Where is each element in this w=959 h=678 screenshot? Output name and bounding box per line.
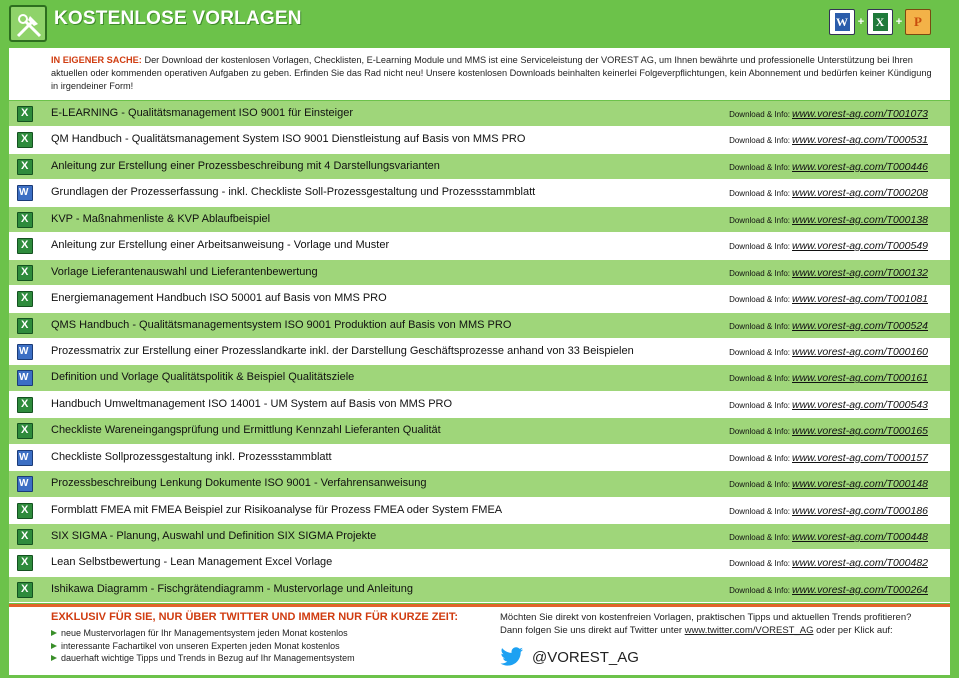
download-link[interactable]: www.vorest-ag.com/T000160 [792, 345, 928, 358]
template-title: Formblatt FMEA mit FMEA Beispiel zur Risikoanalyse für Prozess FMEA oder System FMEA [51, 503, 503, 516]
excel-file-icon [17, 159, 33, 175]
promo-line-2: Dann folgen Sie uns direkt auf Twitter unter www.twitter.com/VOREST_AG oder per Klick auf: [500, 624, 893, 636]
download-link[interactable]: www.vorest-ag.com/T000138 [792, 213, 928, 226]
download-link[interactable]: www.vorest-ag.com/T000543 [792, 398, 928, 411]
template-list [9, 101, 950, 603]
template-title: SIX SIGMA - Planung, Auswahl und Definition SIX SIGMA Projekte [51, 530, 377, 542]
download-info [729, 108, 928, 120]
download-info-label: Download & Info: [729, 321, 791, 331]
download-info-label: Download & Info: [729, 374, 791, 384]
list-item: neue Mustervorlagen für Ihr Managementsystem jeden Monat kostenlos [51, 627, 355, 640]
list-item: interessante Fachartikel von unseren Experten jeden Monat kostenlos [51, 640, 355, 653]
download-link[interactable]: www.vorest-ag.com/T000165 [792, 425, 928, 438]
excel-icon[interactable]: X [867, 9, 893, 35]
template-title: Checkliste Wareneingangsprüfung und Ermittlung Kennzahl Lieferanten Qualität [51, 424, 441, 437]
excel-file-icon [17, 503, 33, 519]
template-title: Definition und Vorlage Qualitätspolitik & Beispiel Qualitätsziele [51, 371, 355, 384]
download-info [729, 187, 928, 199]
template-title: E-LEARNING - Qualitätsmanagement ISO 9001 für Einsteiger [51, 107, 354, 119]
office-icons [829, 8, 931, 36]
template-row[interactable] [9, 101, 950, 127]
template-row[interactable] [9, 207, 950, 233]
template-title: Anleitung zur Erstellung einer Prozessbeschreibung mit 4 Darstellungsvarianten [51, 159, 440, 172]
template-title: Checkliste Sollprozessgestaltung inkl. Prozessstammblatt [51, 450, 332, 463]
template-title: Prozessmatrix zur Erstellung einer Prozesslandkarte inkl. der Darstellung Geschäftsprozesse anhand von 33 Beispielen [51, 344, 634, 357]
excel-file-icon [17, 132, 33, 148]
intro-panel [9, 48, 950, 100]
template-row[interactable] [9, 286, 950, 312]
download-link[interactable]: www.vorest-ag.com/T000264 [792, 583, 928, 596]
template-title: QM Handbuch - Qualitätsmanagement System ISO 9001 Dienstleistung auf Basis von MMS PRO [51, 133, 526, 146]
page-title: KOSTENLOSE VORLAGEN [54, 8, 302, 29]
template-title: Grundlagen der Prozesserfassung - inkl. Checkliste Soll-Prozessgestaltung und Prozessstammblatt [51, 186, 536, 199]
template-row[interactable] [9, 498, 950, 524]
template-row[interactable] [9, 577, 950, 603]
template-title: Prozessbeschreibung Lenkung Dokumente ISO 9001 - Verfahrensanweisung [51, 477, 427, 490]
powerpoint-icon[interactable]: P [905, 9, 931, 35]
twitter-follow[interactable] [500, 647, 639, 667]
template-row[interactable] [9, 154, 950, 180]
excel-file-icon [17, 582, 33, 598]
download-link[interactable]: www.vorest-ag.com/T000132 [792, 266, 928, 279]
twitter-bird-icon[interactable] [500, 647, 524, 667]
word-file-icon [17, 450, 33, 466]
template-row[interactable] [9, 471, 950, 497]
template-title: Handbuch Umweltmanagement ISO 14001 - UM System auf Basis von MMS PRO [51, 397, 453, 410]
download-link[interactable]: www.vorest-ag.com/T000161 [792, 372, 928, 385]
excel-file-icon [17, 106, 33, 122]
intro-text-before: Der Download der kostenlosen Vorlagen, Checklisten, E-Learning Module und [144, 55, 463, 65]
template-title: Anleitung zur Erstellung einer Arbeitsanweisung - Vorlage und Muster [51, 239, 390, 252]
download-info [729, 425, 928, 437]
download-link[interactable]: www.vorest-ag.com/T000208 [792, 187, 928, 200]
download-link[interactable]: www.vorest-ag.com/T001081 [792, 293, 928, 306]
list-item: dauerhaft wichtige Tipps und Trends in Bezug auf Ihr Managementsystem [51, 652, 355, 665]
download-link[interactable]: www.vorest-ag.com/T000448 [792, 531, 928, 543]
template-row[interactable] [9, 339, 950, 365]
download-link[interactable]: www.vorest-ag.com/T000446 [792, 160, 928, 173]
template-row[interactable] [9, 260, 950, 286]
template-row[interactable] [9, 418, 950, 444]
template-row[interactable] [9, 365, 950, 391]
template-row[interactable] [9, 127, 950, 153]
promo-line-1: Möchten Sie direkt von kostenfreien Vorlagen, praktischen Tipps und aktuellen Trends profitieren? [500, 612, 912, 623]
download-link[interactable]: www.vorest-ag.com/T000157 [792, 451, 928, 464]
template-row[interactable] [9, 233, 950, 259]
download-info-label: Download & Info: [729, 559, 791, 569]
template-title: Energiemanagement Handbuch ISO 50001 auf Basis von MMS PRO [51, 292, 387, 305]
template-row[interactable] [9, 392, 950, 418]
download-info [729, 214, 928, 226]
footer-bullet-list [51, 627, 355, 665]
template-title: KVP - Maßnahmenliste & KVP Ablaufbeispiel [51, 212, 271, 225]
download-info-label: Download & Info: [729, 480, 791, 490]
download-link[interactable]: www.vorest-ag.com/T000531 [792, 134, 928, 147]
download-info [729, 320, 928, 332]
plus-separator: + [895, 16, 903, 28]
mms-label: MMS [464, 55, 487, 65]
download-info [729, 134, 928, 146]
template-title: Vorlage Lieferantenauswahl und Lieferantenbewertung [51, 265, 318, 278]
download-link[interactable]: www.vorest-ag.com/T000549 [792, 240, 928, 253]
download-link[interactable]: www.vorest-ag.com/T000524 [792, 319, 928, 332]
download-info-label: Download & Info: [729, 242, 791, 252]
download-info-label: Download & Info: [729, 400, 791, 410]
excel-file-icon [17, 397, 33, 413]
download-info-label: Download & Info: [729, 110, 791, 119]
tools-logo-icon [9, 5, 47, 42]
twitter-promo [500, 612, 911, 637]
download-info [729, 346, 928, 358]
download-info [729, 293, 928, 305]
word-file-icon [17, 185, 33, 201]
excel-file-icon [17, 212, 33, 228]
download-info [729, 161, 928, 173]
template-title: QMS Handbuch - Qualitätsmanagementsystem ISO 9001 Produktion auf Basis von MMS PRO [51, 318, 512, 331]
download-info [729, 478, 928, 490]
download-info-label: Download & Info: [729, 585, 791, 595]
word-file-icon [17, 370, 33, 386]
footer-headline: EXKLUSIV FÜR SIE, NUR ÜBER TWITTER UND IMMER NUR FÜR KURZE ZEIT: [51, 611, 458, 623]
excel-file-icon [17, 291, 33, 307]
template-row[interactable] [9, 180, 950, 206]
plus-separator: + [857, 16, 865, 28]
header [0, 0, 959, 46]
download-info-label: Download & Info: [729, 189, 791, 199]
twitter-handle[interactable]: @VOREST_AG [532, 648, 639, 666]
template-title: Ishikawa Diagramm - Fischgrätendiagramm - Mustervorlage und Anleitung [51, 582, 413, 595]
download-info-label: Download & Info: [729, 136, 791, 146]
word-file-icon [17, 476, 33, 492]
intro-lead: IN EIGENER SACHE: [51, 55, 142, 65]
download-link[interactable]: www.vorest-ag.com/T000148 [792, 478, 928, 491]
download-info [729, 372, 928, 384]
twitter-link[interactable]: www.twitter.com/VOREST_AG [684, 624, 814, 636]
download-info-label: Download & Info: [729, 453, 791, 463]
download-link[interactable]: www.vorest-ag.com/T000482 [792, 557, 928, 570]
template-row[interactable] [9, 550, 950, 576]
download-info-label: Download & Info: [729, 215, 791, 225]
word-file-icon [17, 344, 33, 360]
word-icon[interactable]: W [829, 9, 855, 35]
intro-text-after: ist eine Serviceleistung der VOREST AG, um Ihnen bewährte und professionelle Unterstützung bei Ihren aktuellen oder kommenden operativen Aufgaben zu geben. Erfinden Sie das Rad nicht neu! Unsere kostenlosen Downloads beinhalten keinerlei Folgeverpflichtungen, kein Abonnement und bedürfen keiner Kündigung in irgendeiner Form! [51, 55, 932, 91]
template-row[interactable] [9, 524, 950, 550]
download-info [729, 584, 928, 596]
download-info-label: Download & Info: [729, 268, 791, 278]
download-info [729, 452, 928, 464]
footer [9, 607, 950, 675]
excel-file-icon [17, 555, 33, 571]
excel-file-icon [17, 423, 33, 439]
download-info [729, 505, 928, 517]
template-title: Lean Selbstbewertung - Lean Management Excel Vorlage [51, 556, 333, 569]
download-info-label: Download & Info: [729, 347, 791, 357]
download-info [729, 240, 928, 252]
excel-file-icon [17, 318, 33, 334]
excel-file-icon [17, 238, 33, 254]
download-link[interactable]: www.vorest-ag.com/T001073 [792, 108, 928, 120]
download-info-label: Download & Info: [729, 295, 791, 305]
download-info [729, 267, 928, 279]
download-link[interactable]: www.vorest-ag.com/T000186 [792, 504, 928, 517]
download-info [729, 557, 928, 569]
template-row[interactable] [9, 445, 950, 471]
template-row[interactable] [9, 313, 950, 339]
download-info [729, 531, 928, 543]
download-info [729, 399, 928, 411]
download-info-label: Download & Info: [729, 506, 791, 516]
download-info-label: Download & Info: [729, 427, 791, 437]
excel-file-icon [17, 529, 33, 545]
excel-file-icon [17, 265, 33, 281]
download-info-label: Download & Info: [729, 533, 791, 542]
download-info-label: Download & Info: [729, 162, 791, 172]
